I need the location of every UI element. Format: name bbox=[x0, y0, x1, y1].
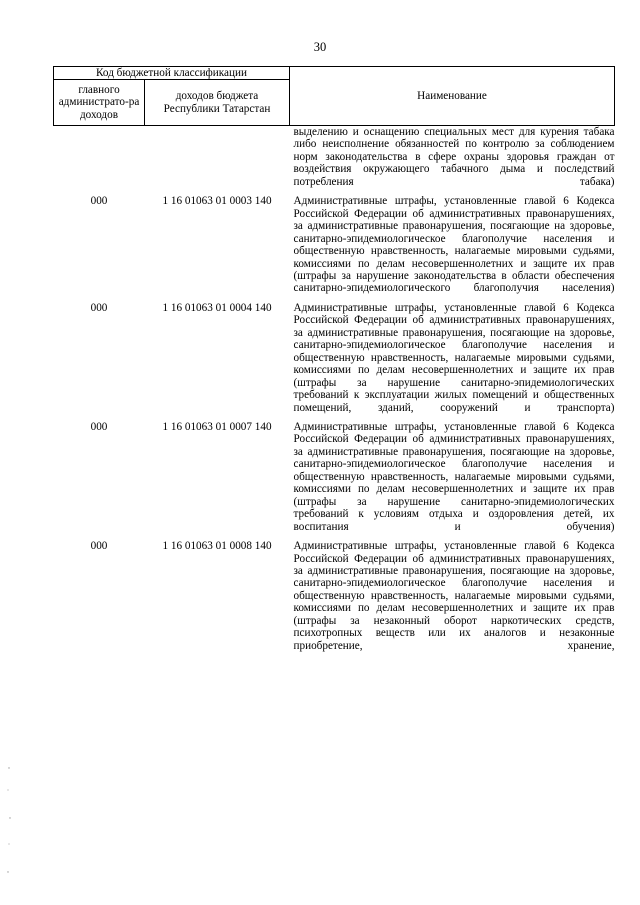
name-cell: Административные штрафы, установленные главой 6 Кодекса Российской Федерации об административных правонарушениях, за административные правонарушения, посягающие на здоровье, санитарно-эпидемиологическое благополучие населения и общественную нравственность, налагаемые мировыми судьями, комиссиями по делам несовершеннолетних и защите их прав (штрафы за нарушение санитарно-эпидемиологических требований к эксплуатации жилых помещений и общественных помещений, зданий, сооружений и транспорта) bbox=[293, 301, 615, 414]
revenue-code-cell-empty bbox=[145, 126, 290, 195]
name-cell: Административные штрафы, установленные главой 6 Кодекса Российской Федерации об административных правонарушениях, за административные правонарушения, посягающие на здоровье, санитарно-эпидемиологическое благополучие населения и общественную нравственность, налагаемые мировыми судьями, комиссиями по делам несовершеннолетних и защите их прав (штрафы за незаконный оборот наркотических средств, психотропных веществ или их аналогов и незаконные приобретение, хранение, bbox=[293, 540, 615, 652]
table-row bbox=[54, 194, 615, 301]
header-budget-revenue: доходов бюджета Республики Татарстан bbox=[145, 80, 290, 126]
name-cell: Административные штрафы, установленные главой 6 Кодекса Российской Федерации об административных правонарушениях, за административные правонарушения, посягающие на здоровье, санитарно-эпидемиологическое благополучие населения и общественную нравственность, налагаемые мировыми судьями, комиссиями по делам несовершеннолетних и защите их прав (штрафы за нарушение санитарно-эпидемиологических требований к условиям отдыха и оздоровления детей, их воспитания и обучения) bbox=[293, 420, 615, 533]
table-row bbox=[54, 539, 615, 652]
revenue-code-cell: 1 16 01063 01 0003 140 bbox=[162, 195, 272, 208]
admin-code-cell: 000 bbox=[90, 540, 108, 553]
header-chief-administrator: главного администрато-ра доходов bbox=[54, 80, 145, 126]
header-name: Наименование bbox=[290, 67, 615, 126]
name-cell-continuation: выделению и оснащению специальных мест для курения табака либо неисполнение обязанностей по контролю за соблюдением норм законодательства в сфере охраны здоровья граждан от воздействия окружающего табачного дыма и последствий потребления табака) bbox=[293, 126, 615, 188]
table-row bbox=[54, 420, 615, 539]
name-cell: Административные штрафы, установленные главой 6 Кодекса Российской Федерации об административных правонарушениях, за административные правонарушения, посягающие на здоровье, санитарно-эпидемиологическое благополучие населения и общественную нравственность, налагаемые мировыми судьями, комиссиями по делам несовершеннолетних и защите их прав (штрафы за нарушение законодательства в области обеспечения санитарно-эпидемиологического благополучия населения) bbox=[293, 195, 615, 295]
page-number: 30 bbox=[313, 40, 327, 54]
admin-code-cell: 000 bbox=[90, 301, 108, 314]
admin-code-cell-empty bbox=[54, 126, 145, 195]
header-budget-classification-code: Код бюджетной классификации bbox=[54, 67, 290, 80]
revenue-code-cell: 1 16 01063 01 0004 140 bbox=[162, 301, 272, 314]
scan-edge-marks bbox=[6, 760, 12, 890]
table-row bbox=[54, 301, 615, 420]
table-row-continuation bbox=[54, 126, 615, 195]
revenue-code-cell: 1 16 01063 01 0008 140 bbox=[162, 540, 272, 553]
admin-code-cell: 000 bbox=[90, 195, 108, 208]
budget-classification-table bbox=[53, 66, 615, 652]
admin-code-cell: 000 bbox=[90, 420, 108, 433]
revenue-code-cell: 1 16 01063 01 0007 140 bbox=[162, 420, 272, 433]
